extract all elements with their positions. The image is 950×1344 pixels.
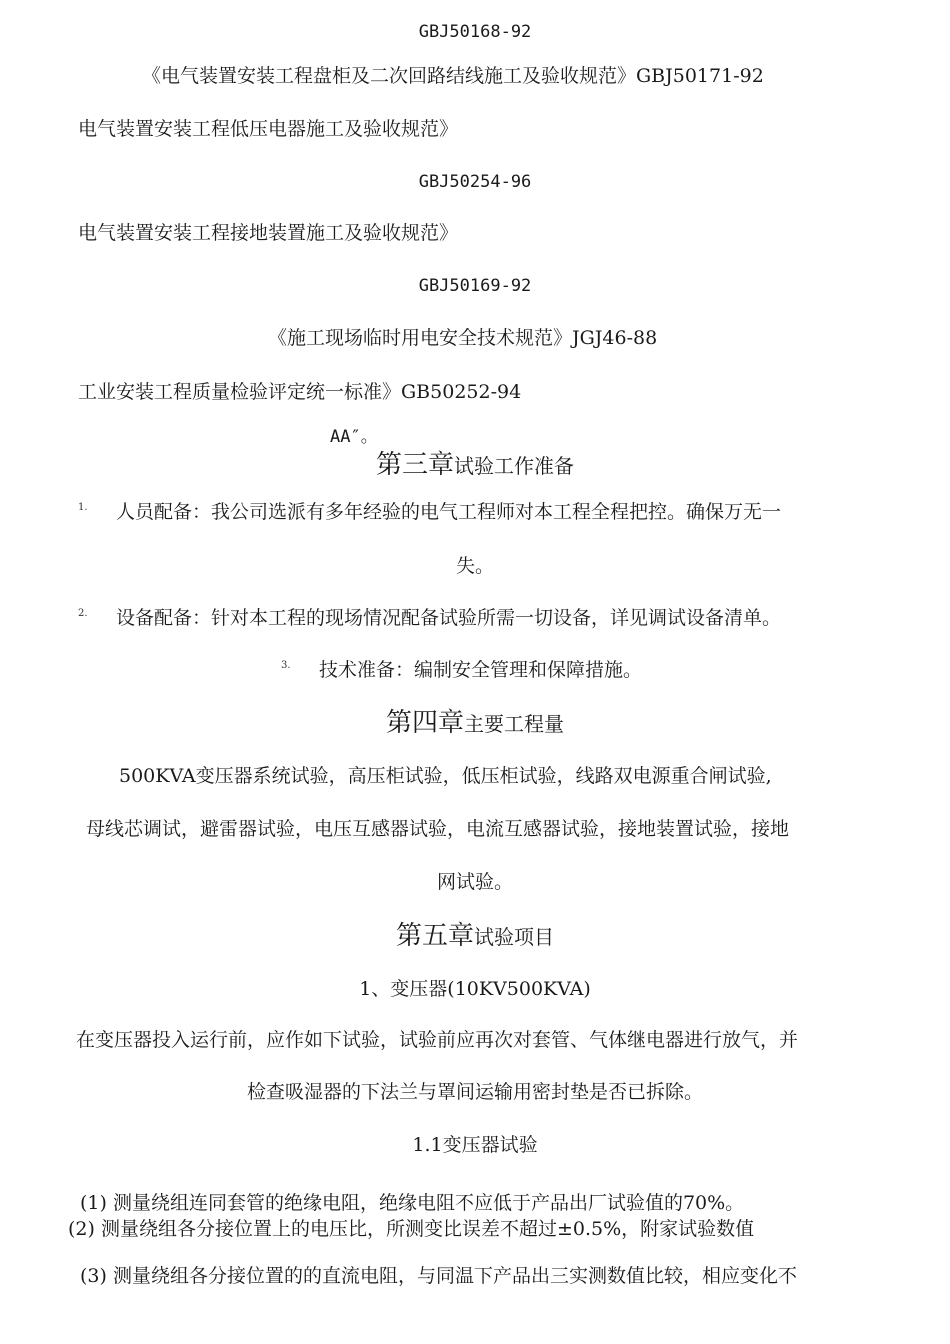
section-heading: 1、变压器(10KV500KVA) bbox=[359, 978, 591, 1000]
chapter-subtitle: 试验工作准备 bbox=[454, 454, 574, 478]
subsection-heading: 1.1变压器试验 bbox=[412, 1134, 538, 1156]
chapter-heading bbox=[0, 920, 950, 953]
standard-title-line: 《电气装置安装工程盘柜及二次回路结线施工及验收规范》GBJ50171-92 bbox=[142, 65, 764, 87]
chapter-title: 第三章 bbox=[375, 450, 454, 480]
list-number: 3. bbox=[281, 660, 291, 671]
standard-code-line: GBJ50169-92 bbox=[418, 276, 532, 296]
list-item-continuation: 失。 bbox=[455, 555, 494, 577]
paragraph-line: 网试验。 bbox=[436, 871, 513, 893]
chapter-subtitle: 试验项目 bbox=[474, 925, 554, 949]
chapter-heading bbox=[0, 707, 950, 740]
list-number: 2. bbox=[78, 608, 88, 619]
paragraph-line: 500KVA变压器系统试验，高压柜试验，低压柜试验，线路双电源重合闸试验, bbox=[119, 765, 772, 787]
test-item: (3) 测量绕组各分接位置的的直流电阻，与同温下产品出三实测数值比较，相应变化不 bbox=[80, 1265, 797, 1287]
list-item-text: 设备配备：针对本工程的现场情况配备试验所需一切设备，详见调试设备清单。 bbox=[116, 607, 782, 629]
chapter-subtitle: 主要工程量 bbox=[464, 712, 564, 736]
standard-title-line: 《施工现场临时用电安全技术规范》JGJ46-88 bbox=[268, 327, 658, 349]
paragraph-line: 在变压器投入运行前，应作如下试验，试验前应再次对套管、气体继电器进行放气，并 bbox=[76, 1029, 799, 1051]
standard-title-line: 工业安装工程质量检验评定统一标准》GB50252-94 bbox=[78, 381, 522, 403]
paragraph-line: 母线芯调试，避雷器试验，电压互感器试验，电流互感器试验，接地装置试验，接地 bbox=[86, 818, 790, 840]
paragraph-line: 检查吸湿器的下法兰与罩间运输用密封垫是否已拆除。 bbox=[246, 1081, 703, 1103]
standard-title-line: 电气装置安装工程接地装置施工及验收规范》 bbox=[78, 222, 459, 244]
chapter-heading bbox=[0, 449, 950, 482]
standard-code-line: GBJ50254-96 bbox=[418, 172, 532, 192]
list-item-text: 人员配备：我公司选派有多年经验的电气工程师对本工程全程把控。确保万无一 bbox=[116, 501, 782, 523]
chapter-title: 第五章 bbox=[395, 921, 474, 951]
test-item: (1) 测量绕组连同套管的绝缘电阻，绝缘电阻不应低于产品出厂试验值的70%。 bbox=[80, 1192, 745, 1214]
standard-title-line: 电气装置安装工程低压电器施工及验收规范》 bbox=[78, 118, 459, 140]
list-item-text: 技术准备：编制安全管理和保障措施。 bbox=[319, 659, 643, 681]
chapter-title: 第四章 bbox=[385, 708, 464, 738]
list-number: 1. bbox=[78, 502, 88, 513]
stray-text: AA″。 bbox=[330, 427, 378, 447]
test-item: (2) 测量绕组各分接位置上的电压比，所测变比误差不超过±0.5%，附家试验数值 bbox=[68, 1218, 755, 1240]
standard-code-line: GBJ50168-92 bbox=[418, 22, 532, 42]
